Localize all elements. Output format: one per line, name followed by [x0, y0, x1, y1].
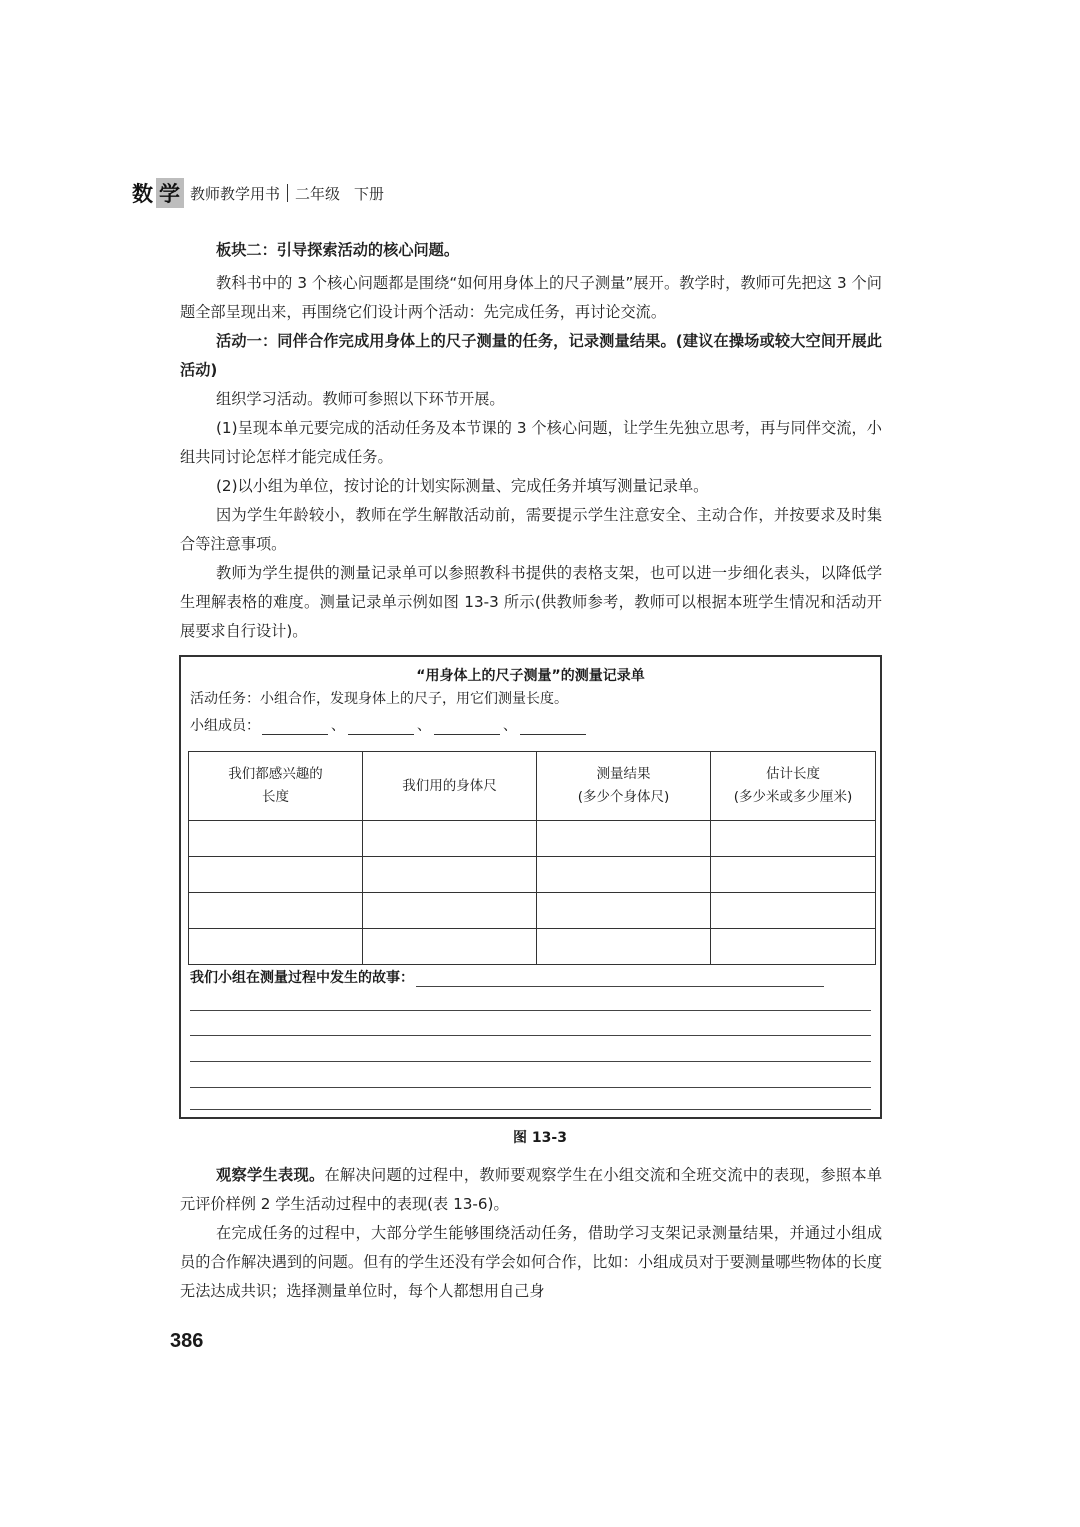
table-cell — [189, 821, 363, 857]
story-row — [190, 967, 824, 987]
member-blank — [434, 719, 500, 735]
record-sheet-title: “用身体上的尺子测量”的测量记录单 — [416, 668, 645, 684]
story-label: 我们小组在测量过程中发生的故事： — [190, 970, 414, 986]
figure-caption: 图 13-3 — [513, 1130, 567, 1146]
header-line: 我们都感兴趣的 — [228, 766, 323, 782]
table-cell — [189, 857, 363, 893]
table-row — [189, 929, 876, 965]
header-line: 长度 — [262, 789, 289, 805]
activity-task: 活动任务：小组合作，发现身体上的尺子，用它们测量长度。 — [190, 691, 568, 707]
table-cell — [189, 893, 363, 929]
member-blank — [348, 719, 414, 735]
table-cell — [711, 893, 876, 929]
table-row — [189, 893, 876, 929]
activity-one-heading: 活动一：同伴合作完成用身体上的尺子测量的任务，记录测量结果。(建议在操场或较大空间开展此活动) — [180, 332, 882, 379]
column-header-length — [189, 752, 363, 821]
paragraph-organize: 组织学习活动。教师可参照以下环节开展。 — [216, 390, 505, 408]
paragraph-step-1: (1)呈现本单元要完成的活动任务及本节课的 3 个核心问题，让学生先独立思考，再与同伴交流，小组共同讨论怎样才能完成任务。 — [180, 419, 882, 466]
member-blank — [262, 719, 328, 735]
table-cell — [363, 893, 537, 929]
member-separator: 、 — [417, 718, 431, 734]
subject-char-1: 数 — [132, 181, 154, 206]
table-cell — [537, 857, 711, 893]
group-members-row — [190, 715, 588, 735]
table-cell — [537, 893, 711, 929]
table-cell — [711, 929, 876, 965]
paragraph-step-2: (2)以小组为单位，按讨论的计划实际测量、完成任务并填写测量记录单。 — [216, 477, 709, 495]
members-label: 小组成员： — [190, 718, 260, 734]
grade-label: 二年级 — [295, 184, 341, 203]
member-separator: 、 — [331, 718, 345, 734]
paragraph-core-questions: 教科书中的 3 个核心问题都是围绕“如何用身体上的尺子测量”展开。教学时，教师可先把这 3 个问题全部呈现出来，再围绕它们设计两个活动：先完成任务，再讨论交流。 — [180, 274, 882, 321]
running-header — [132, 178, 384, 208]
record-sheet-figure — [179, 655, 882, 1119]
header-line: 测量结果 — [596, 766, 651, 782]
writing-line — [190, 1109, 871, 1110]
writing-line — [190, 1010, 871, 1011]
section-heading: 板块二：引导探索活动的核心问题。 — [216, 241, 459, 259]
writing-line — [190, 1035, 871, 1036]
member-blank — [520, 719, 586, 735]
table-cell — [711, 857, 876, 893]
table-cell — [363, 821, 537, 857]
table-cell — [189, 929, 363, 965]
member-separator: 、 — [503, 718, 517, 734]
term-label: 下册 — [354, 184, 385, 203]
paragraph-observe — [180, 1161, 882, 1219]
table-cell — [363, 929, 537, 965]
table-header-row — [189, 752, 876, 821]
page-number: 386 — [170, 1330, 204, 1352]
subject-char-2: 学 — [156, 178, 184, 208]
table-cell — [537, 821, 711, 857]
paragraph-record-sheet: 教师为学生提供的测量记录单可以参照教科书提供的表格支架，也可以进一步细化表头，以降低学生理解表格的难度。测量记录单示例如图 13-3 所示(供教师参考，教师可以根据本班学生情况和活动开展要求自行设计)。 — [180, 564, 882, 640]
observe-heading: 观察学生表现。 — [216, 1166, 325, 1184]
table-row — [189, 821, 876, 857]
column-header-body-ruler — [363, 752, 537, 821]
header-divider — [287, 184, 288, 202]
table-cell — [537, 929, 711, 965]
header-line: (多少米或多少厘米) — [733, 789, 853, 805]
paragraph-task-progress: 在完成任务的过程中，大部分学生能够围绕活动任务，借助学习支架记录测量结果，并通过小组成员的合作解决遇到的问题。但有的学生还没有学会如何合作，比如：小组成员对于要测量哪些物体的长度无法达成共识；选择测量单位时，每个人都想用自己身 — [180, 1224, 882, 1300]
table-cell — [711, 821, 876, 857]
column-header-result — [537, 752, 711, 821]
header-line: 我们用的身体尺 — [402, 777, 497, 794]
table-cell — [363, 857, 537, 893]
observe-text: 在解决问题的过程中，教师要观察学生在小组交流和全班交流中的表现，参照本单元评价样例 2 学生活动过程中的表现(表 13-6)。 — [180, 1166, 883, 1213]
header-line: 估计长度 — [766, 766, 820, 782]
writing-line — [416, 972, 824, 987]
writing-line — [190, 1087, 871, 1088]
writing-line — [190, 1061, 871, 1062]
subject-title — [132, 178, 184, 208]
column-header-estimate — [711, 752, 876, 821]
header-line: (多少个身体尺) — [577, 789, 670, 805]
book-title: 教师教学用书 — [190, 184, 281, 203]
paragraph-safety: 因为学生年龄较小，教师在学生解散活动前，需要提示学生注意安全、主动合作，并按要求及时集合等注意事项。 — [180, 506, 882, 553]
table-row — [189, 857, 876, 893]
measurement-table — [188, 751, 876, 965]
